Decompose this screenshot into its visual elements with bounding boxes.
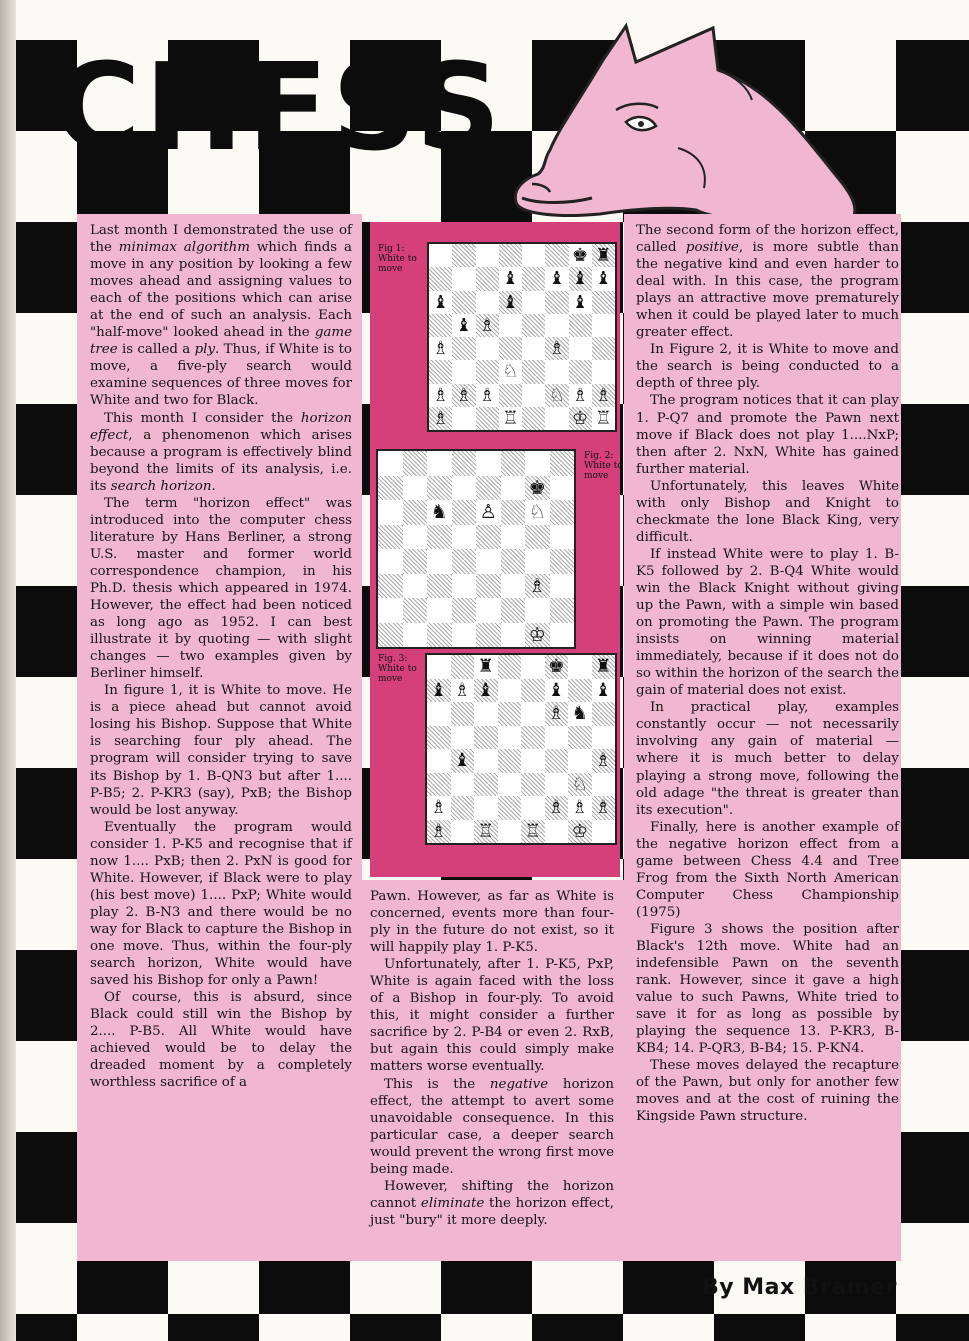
board-square — [498, 679, 522, 703]
board-square — [550, 451, 575, 476]
board-square — [378, 451, 403, 476]
board-square — [427, 749, 451, 773]
background-square — [168, 1314, 259, 1341]
board-square — [427, 574, 452, 599]
board-square — [499, 384, 522, 407]
chess-piece-icon: ♝ — [548, 679, 565, 701]
board-square — [521, 679, 545, 703]
board-square — [474, 796, 498, 820]
board-square — [403, 476, 428, 501]
board-square — [474, 749, 498, 773]
board-square — [568, 749, 592, 773]
chess-piece-icon: ♗ — [430, 797, 447, 818]
figure-caption: Fig 1: White to move — [378, 244, 417, 274]
board-square — [522, 337, 545, 360]
board-square — [521, 702, 545, 726]
paragraph: This month I consider the horizon effect, a phenomenon which arises because a program is effectively blind beyond the limits of its analysis, i.e. its search horizon. — [90, 410, 352, 494]
board-square — [452, 360, 475, 383]
board-square — [474, 773, 498, 797]
board-square — [476, 476, 501, 501]
chess-piece-icon: ♞ — [571, 703, 588, 724]
chess-piece-icon: ♚ — [548, 656, 565, 677]
board-square — [522, 314, 545, 337]
board-square — [429, 267, 452, 290]
board-square — [476, 407, 499, 430]
chess-piece-icon: ♗ — [548, 797, 565, 818]
chess-piece-icon: ♗ — [432, 384, 449, 406]
author-byline: By Max Bramer — [701, 1275, 897, 1300]
board-square — [427, 476, 452, 501]
chess-board — [376, 449, 576, 649]
chess-piece-icon: ♝ — [502, 291, 519, 313]
board-square — [568, 655, 592, 679]
board-square — [476, 451, 501, 476]
paragraph: Pawn. However, as far as White is concerned, events more than four-ply in the future do not exist, so it will happily play 1. P-K5. — [370, 889, 614, 956]
chess-piece-icon: ♗ — [595, 750, 612, 771]
binding-gutter — [0, 0, 16, 1341]
board-square — [522, 244, 545, 267]
background-square — [532, 1314, 623, 1341]
board-square — [451, 726, 475, 750]
board-square — [378, 574, 403, 599]
background-square — [896, 768, 969, 859]
chess-piece-icon: ♗ — [479, 384, 496, 406]
board-square — [427, 623, 452, 648]
chess-piece-icon: ♝ — [572, 268, 589, 290]
chess-piece-icon: ♞ — [430, 500, 448, 523]
paragraph: Finally, here is another example of the negative horizon effect from a game between Chess 4.4 and Tree Frog from the Sixth North American Computer Chess Championship (1975) — [636, 819, 899, 920]
board-square — [403, 451, 428, 476]
board-square — [525, 549, 550, 574]
chess-piece-icon: ♖ — [524, 820, 541, 842]
board-square — [498, 655, 522, 679]
chess-piece-icon: ♚ — [528, 475, 546, 499]
board-square — [592, 360, 615, 383]
chess-piece-icon: ♖ — [502, 407, 519, 429]
board-square — [498, 773, 522, 797]
board-square — [378, 500, 403, 525]
article-column-left — [90, 222, 352, 1091]
board-square — [545, 749, 569, 773]
board-square — [525, 525, 550, 550]
chess-piece-icon: ♗ — [595, 384, 612, 406]
chess-piece-icon: ♝ — [502, 268, 519, 290]
chess-piece-icon: ♗ — [528, 573, 546, 597]
figure-caption: Fig. 2: White to move — [584, 451, 623, 481]
board-square — [522, 407, 545, 430]
board-square — [378, 525, 403, 550]
paragraph: This is the negative horizon effect, the attempt to avert some unavoidable consequence. In this particular case, a deeper search would prevent the wrong first move being made. — [370, 1076, 614, 1177]
paragraph: The term "horizon effect" was introduced into the computer chess literature by Hans Berliner, a strong U.S. master and former world correspondence champion, in his Ph.D. thesis which appeared in 1974. However, the effect had been noticed as long ago as 1952. I can best illustrate it by quoting — with slight changes — two examples given by Berliner himself. — [90, 495, 352, 682]
chess-piece-icon: ♜ — [595, 245, 612, 266]
board-square — [452, 244, 475, 267]
board-square — [499, 314, 522, 337]
chess-piece-icon: ♘ — [548, 384, 565, 406]
chess-piece-icon: ♝ — [595, 268, 612, 290]
board-square — [521, 655, 545, 679]
board-square — [452, 291, 475, 314]
chess-piece-icon: ♝ — [454, 750, 471, 771]
background-square — [896, 40, 969, 131]
board-square — [498, 820, 522, 844]
chess-piece-icon: ♝ — [477, 679, 494, 701]
figure-caption: Fig. 3: White to move — [378, 654, 417, 684]
board-square — [429, 314, 452, 337]
board-square — [550, 574, 575, 599]
board-square — [452, 525, 477, 550]
board-square — [452, 500, 477, 525]
background-square — [350, 1314, 441, 1341]
chess-piece-icon: ♙ — [479, 500, 497, 523]
board-square — [427, 549, 452, 574]
board-square — [550, 476, 575, 501]
board-square — [501, 598, 526, 623]
board-square — [568, 679, 592, 703]
chess-piece-icon: ♗ — [455, 384, 472, 406]
board-square — [403, 598, 428, 623]
board-square — [476, 598, 501, 623]
board-square — [452, 623, 477, 648]
board-square — [403, 500, 428, 525]
chess-piece-icon: ♝ — [455, 314, 472, 336]
chess-piece-icon: ♝ — [430, 679, 447, 701]
board-square — [498, 726, 522, 750]
board-square — [378, 623, 403, 648]
board-square — [545, 360, 568, 383]
chess-board — [427, 242, 617, 432]
paragraph: These moves delayed the recapture of the Pawn, but only for another few moves and at the cost of ruining the Kingside Pawn structure. — [636, 1058, 899, 1125]
board-square — [550, 623, 575, 648]
article-column-right — [636, 222, 899, 1125]
board-square — [522, 267, 545, 290]
board-square — [501, 500, 526, 525]
chess-piece-icon: ♗ — [479, 314, 496, 336]
board-square — [545, 244, 568, 267]
chess-piece-icon: ♚ — [572, 245, 589, 266]
board-square — [521, 796, 545, 820]
board-square — [545, 726, 569, 750]
chess-piece-icon: ♜ — [477, 656, 494, 677]
board-square — [427, 598, 452, 623]
chess-piece-icon: ♗ — [572, 384, 589, 406]
chess-piece-icon: ♖ — [595, 407, 612, 429]
board-square — [545, 291, 568, 314]
board-square — [474, 726, 498, 750]
chess-piece-icon: ♔ — [528, 622, 546, 646]
board-square — [476, 623, 501, 648]
paragraph: Unfortunately, after 1. P-K5, PxP, White is again faced with the loss of a Bishop in four-ply. To avoid this, it might consider a further sacrifice by 2. P-B4 or even 2. RxB, but again this could simply make matters worse eventually. — [370, 957, 614, 1075]
paragraph: Eventually the program would consider 1. P-K5 and recognise that if now 1.... PxB; then 2. PxN is good for White. However, if Black were to play (his best move) 1.... PxP; White would play 2. B-N3 and there would be no way for Black to capture the Bishop in one move. Thus, within the four-ply search horizon, White would have saved his Bishop for only a Pawn! — [90, 819, 352, 989]
board-square — [476, 360, 499, 383]
background-square — [896, 222, 969, 313]
board-square — [545, 820, 569, 844]
board-square — [569, 314, 592, 337]
chess-piece-icon: ♔ — [571, 820, 588, 842]
paragraph: If instead White were to play 1. B-K5 followed by 2. B-Q4 White would win the Black Knight without giving up the Pawn, with a simple win based on promoting the Pawn. The program insists on winning material immediately, because if it does not do so within the horizon of the search the gain of material does not exist. — [636, 546, 899, 699]
board-square — [451, 702, 475, 726]
chess-piece-icon: ♗ — [571, 797, 588, 818]
board-square — [545, 407, 568, 430]
chess-piece-icon: ♝ — [432, 291, 449, 313]
chess-piece-icon: ♗ — [432, 338, 449, 359]
board-square — [521, 726, 545, 750]
board-square — [427, 525, 452, 550]
chess-piece-icon: ♖ — [477, 820, 494, 842]
board-square — [592, 291, 615, 314]
paragraph: Unfortunately, this leaves White with only Bishop and Knight to checkmate the lone Black King, very difficult. — [636, 478, 899, 545]
board-square — [522, 360, 545, 383]
board-square — [501, 451, 526, 476]
board-square — [452, 549, 477, 574]
chess-piece-icon: ♗ — [548, 338, 565, 359]
board-square — [568, 726, 592, 750]
board-square — [403, 525, 428, 550]
board-square — [403, 574, 428, 599]
board-square — [452, 337, 475, 360]
chess-piece-icon: ♜ — [595, 656, 612, 677]
chess-piece-icon: ♝ — [595, 679, 612, 701]
board-square — [522, 291, 545, 314]
paragraph: The program notices that it can play 1. P-Q7 and promote the Pawn next move if Black does not play 1....NxP; then after 2. NxN, White has gained further material. — [636, 393, 899, 477]
board-square — [476, 337, 499, 360]
board-square — [452, 476, 477, 501]
background-square — [896, 404, 969, 495]
board-square — [476, 267, 499, 290]
board-square — [452, 407, 475, 430]
board-square — [569, 360, 592, 383]
board-square — [452, 598, 477, 623]
board-square — [476, 549, 501, 574]
chess-piece-icon: ♔ — [572, 407, 589, 429]
chess-piece-icon: ♗ — [430, 820, 447, 842]
board-square — [592, 702, 616, 726]
chess-piece-icon: ♗ — [595, 797, 612, 818]
chess-piece-icon: ♘ — [502, 361, 519, 383]
board-square — [498, 796, 522, 820]
background-square — [896, 1314, 969, 1341]
board-square — [501, 476, 526, 501]
board-square — [550, 525, 575, 550]
board-square — [429, 244, 452, 267]
chess-piece-icon: ♘ — [528, 500, 546, 523]
paragraph: Of course, this is absurd, since Black could still win the Bishop by 2.... P-B5. All White would have achieved would be to delay the dreaded moment by a completely worthless sacrifice of a — [90, 990, 352, 1091]
board-square — [592, 726, 616, 750]
board-square — [378, 598, 403, 623]
board-square — [592, 337, 615, 360]
board-square — [525, 598, 550, 623]
chess-piece-icon: ♗ — [432, 407, 449, 429]
board-square — [451, 655, 475, 679]
board-square — [474, 702, 498, 726]
board-square — [569, 337, 592, 360]
board-square — [452, 574, 477, 599]
chess-piece-icon: ♗ — [454, 679, 471, 701]
paragraph: In figure 1, it is White to move. He is a piece ahead but cannot avoid losing his Bishop. Suppose that White is searching four ply ahead. The program will consider trying to save its Bishop by 1. B-QN3 but after 1.... P-B5; 2. P-KR3 (say), PxB; the Bishop would be lost anyway. — [90, 683, 352, 818]
board-square — [501, 574, 526, 599]
board-square — [403, 623, 428, 648]
board-square — [452, 451, 477, 476]
board-square — [499, 337, 522, 360]
board-square — [378, 476, 403, 501]
board-square — [498, 749, 522, 773]
board-square — [521, 749, 545, 773]
paragraph: However, shifting the horizon cannot eliminate the horizon effect, just "bury" it more deeply. — [370, 1178, 615, 1228]
background-square — [714, 1314, 805, 1341]
chess-board — [425, 653, 617, 845]
board-square — [522, 384, 545, 407]
board-square — [427, 773, 451, 797]
paragraph: In practical play, examples constantly occur — not necessarily involving any gain of material — where it is much better to delay playing a strong move, following the old adage "the threat is greater than its execution". — [636, 700, 899, 818]
board-square — [525, 451, 550, 476]
chess-piece-icon: ♝ — [572, 291, 589, 313]
paragraph: In Figure 2, it is White to move and the search is being conducted to a depth of three ply. — [636, 342, 899, 392]
board-square — [501, 525, 526, 550]
board-square — [427, 655, 451, 679]
board-square — [592, 820, 616, 844]
board-square — [499, 244, 522, 267]
paragraph: The second form of the horizon effect, called positive, is more subtle than the negative kind and even harder to deal with. In this case, the program plays an attractive move prematurely when it could be played later to much greater effect. — [636, 223, 899, 341]
chess-piece-icon: ♝ — [548, 268, 565, 290]
board-square — [592, 773, 616, 797]
board-square — [476, 574, 501, 599]
board-square — [498, 702, 522, 726]
board-square — [501, 623, 526, 648]
board-square — [427, 451, 452, 476]
board-square — [545, 314, 568, 337]
board-square — [452, 267, 475, 290]
board-square — [501, 549, 526, 574]
board-square — [427, 702, 451, 726]
board-square — [592, 314, 615, 337]
horse-head-illustration — [508, 18, 888, 218]
board-square — [429, 360, 452, 383]
board-square — [427, 726, 451, 750]
board-square — [451, 773, 475, 797]
page-title: CHESS — [54, 36, 505, 178]
board-square — [476, 244, 499, 267]
article-column-middle — [370, 888, 614, 1229]
chess-piece-icon: ♗ — [548, 703, 565, 724]
board-square — [451, 820, 475, 844]
background-square — [896, 586, 969, 677]
background-square — [896, 1132, 969, 1223]
board-square — [451, 796, 475, 820]
background-square — [896, 950, 969, 1041]
board-square — [545, 773, 569, 797]
board-square — [476, 525, 501, 550]
paragraph: Figure 3 shows the position after Black's 12th move. White had an indefensible Pawn on the seventh rank. However, since it gave a high value to such Pawns, White tried to save it for as long as possible by playing the sequence 13. P-KR3, B-KB4; 14. P-QR3, B-B4; 15. P-KN4. — [636, 921, 899, 1057]
board-square — [378, 549, 403, 574]
board-square — [403, 549, 428, 574]
board-square — [550, 549, 575, 574]
board-square — [550, 598, 575, 623]
paragraph: Last month I demonstrated the use of the minimax algorithm which finds a move in any position by looking a few moves ahead and assigning values to each of the positions which can arise at the end of such an analysis. Each "half-move" looked ahead in the game tree is called a ply. Thus, if White is to move, a five-ply search would examine sequences of three moves for White and two for Black. — [90, 223, 352, 409]
board-square — [521, 773, 545, 797]
board-square — [550, 500, 575, 525]
board-square — [476, 291, 499, 314]
chess-piece-icon: ♘ — [571, 773, 588, 795]
